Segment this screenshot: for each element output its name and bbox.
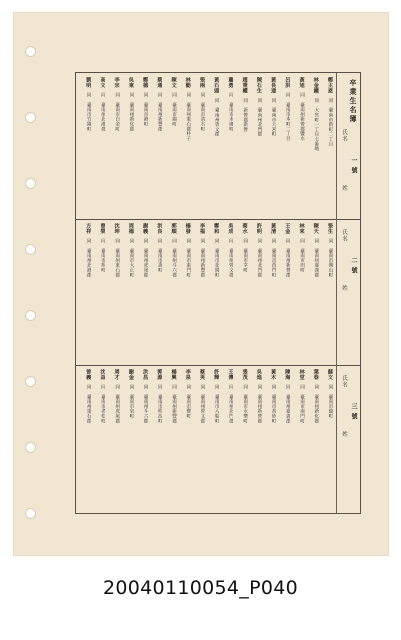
graduate-name: 沈益 [99,369,106,380]
register-frame [75,72,361,514]
graduate-address: 同 臺南州新豐郡 [199,233,205,278]
register-entry [194,223,205,361]
graduate-name: 曾榮 [99,223,106,234]
band-header [336,73,360,219]
binder-hole [25,508,36,519]
register-entry [208,77,219,215]
column-heading: 氏名 [341,129,347,142]
graduate-address: 同 臺南州新豐郡 [171,379,177,424]
column-heading: 氏名 [341,229,347,242]
register-entry [194,77,205,215]
header-separator [336,73,337,219]
graduate-name: 陳天 [312,223,319,234]
register-entry [94,369,105,509]
register-entry [222,77,233,215]
band-header [336,365,360,513]
graduate-name: 蔡水 [241,223,248,234]
graduate-address: 同 臺南市明治町 [157,379,163,424]
graduate-address: 同 臺南州虎尾郡 [143,233,149,278]
graduate-address: 同 臺南市末廣町 [228,87,234,132]
graduate-address: 同 臺南州曾文郡 [199,379,205,424]
graduate-name: 李福 [198,223,205,234]
graduate-address: 同 臺南州新豐郡 [157,87,163,132]
graduate-address: 同 臺南州嘉義郡 [285,379,291,424]
graduate-address: 同 臺南市花園町 [214,233,220,278]
register-entry [180,369,191,509]
graduate-name: 李泉 [184,369,191,380]
graduate-name: 劉明 [85,77,92,88]
register-entry [80,369,91,509]
binder-hole [25,442,36,453]
graduate-name: 曾義 [85,369,92,380]
graduate-address: 同 臺南州新營郡 [285,233,291,278]
graduate-name: 林勤 [184,77,191,88]
graduate-address: 同 臺南市大宮町 [271,93,277,137]
graduate-address: 同 臺南市永樂町 [242,379,248,424]
register-entry [123,77,134,215]
graduate-address: 同 臺南市東門町 [185,233,191,278]
binder-hole [25,46,36,57]
register-entry [108,77,119,215]
graduate-address: 同 臺南州嘉義郡 [313,233,319,278]
graduate-address: 同 臺南市清水町 [199,87,205,132]
binder-hole [25,376,36,387]
register-entry [151,77,162,215]
graduate-name: 洪昌 [142,369,149,380]
register-entry [123,223,134,361]
register-entry [94,223,105,361]
graduate-name: 黃石頭 [213,77,220,94]
band-header [336,219,360,365]
register-entry [123,369,134,509]
register-entry [236,77,247,215]
document-sheet [13,12,389,556]
band-divider [76,365,360,366]
graduate-address: 同 臺南市開山町 [327,233,333,278]
register-entry [251,223,262,361]
graduate-name: 李宗 [113,77,120,88]
register-entry [279,223,290,361]
graduate-address: 同 臺南州東石郡 [114,233,120,278]
graduate-address: 同 臺南州斗六郡 [143,379,149,424]
register-entry [222,369,233,509]
section-number: 三 號 [350,403,357,421]
binder-hole [25,112,36,123]
graduate-name: 吳東 [127,77,134,88]
register-entry [293,223,304,361]
graduate-name: 洪良 [156,223,163,234]
graduate-name: 鄭主恩 [326,77,333,94]
graduate-address: 同 臺南州北門郡 [228,379,234,424]
graduate-name: 謝義 [142,223,149,234]
binder-hole [25,178,36,189]
graduate-name: 楊興 [170,369,177,380]
page-identifier: 20040110054_P040 [103,577,298,599]
graduate-address: 同 臺南市田町 [299,233,305,273]
register-entry [137,223,148,361]
graduate-address: 同 大宮町一丁目七番地 [313,93,319,151]
graduate-name: 高文 [99,77,106,88]
register-entry [222,223,233,361]
register-entry [194,369,205,509]
graduate-address: 同 臺南州虎尾郡 [114,379,120,424]
graduate-name: 蘇文 [326,369,333,380]
graduate-name: 黃長達 [270,77,277,94]
graduate-name: 蕭勇 [227,77,234,88]
graduate-address: 同 臺南市南門町 [299,379,305,424]
graduate-address: 同 臺南市白金町 [114,87,120,132]
graduate-address: 同 臺南市港町 [143,87,149,127]
register-entry [293,77,304,215]
graduate-address: 同 臺南州東石郡 [86,379,92,424]
register-entry [137,369,148,509]
register-entry [322,223,333,361]
band-divider [76,219,360,220]
graduate-address: 同 臺南州北港郡 [86,233,92,278]
graduate-name: 鄭和 [213,223,220,234]
graduate-address: 同 新營郡新營 [242,93,248,132]
graduate-name: 王傳 [227,369,234,380]
graduate-name: 陳海 [284,369,291,380]
section-number: 一 號 [350,157,357,175]
graduate-address: 同 臺南州新營郡鹽水 [299,87,305,141]
graduate-name: 陳文 [170,77,177,88]
graduate-address: 同 臺南市錦町 [171,87,177,127]
register-entry [308,77,319,215]
graduate-name: 黃木 [270,369,277,380]
graduate-name: 黃旭 [298,77,305,88]
section-number: 二 號 [350,257,357,275]
register-entry [108,223,119,361]
column-heading: 姓 [341,431,347,438]
graduate-address: 同 臺南州斗六郡 [171,233,177,278]
graduate-address: 同 臺南市幸町 [242,233,248,273]
register-entry [165,77,176,215]
graduate-name: 周才 [113,369,120,380]
graduate-address: 同 臺南市大正町 [128,233,134,278]
graduate-name: 許明 [255,223,262,234]
binder-hole [25,244,36,255]
binder-hole [25,310,36,321]
graduate-address: 同 臺南市寶町 [185,379,191,419]
graduate-address: 同 臺南市新町二丁目 [327,93,333,147]
column-heading: 姓 [341,285,347,292]
graduate-name: 黃清 [270,223,277,234]
graduate-name: 蔡英 [198,369,205,380]
register-entry [165,369,176,509]
register-entry [180,77,191,215]
column-heading: 氏名 [341,375,347,388]
graduate-name: 趙秉權 [241,77,248,94]
graduate-address: 同 臺南市竹園町 [86,87,92,132]
register-entry [236,369,247,509]
graduate-name: 沈坤 [113,223,120,234]
graduate-name: 謝金 [127,369,134,380]
graduate-name: 郭源 [156,369,163,380]
register-entry [265,77,276,215]
graduate-address: 同 臺南州曾文郡 [228,233,234,278]
register-entry [180,223,191,361]
graduate-name: 許輝 [213,369,220,380]
graduate-name: 林來 [298,223,305,234]
register-entry [80,223,91,361]
register-entry [151,369,162,509]
graduate-name: 張生 [326,223,333,234]
register-entry [251,369,262,509]
register-entry [322,77,333,215]
graduate-address: 同 臺南市西門町 [271,233,277,278]
graduate-address: 同 臺南市本町二丁目 [285,87,291,141]
register-entry [322,369,333,509]
register-entry [94,77,105,215]
graduate-name: 王金 [284,223,291,234]
graduate-name: 葉春 [312,369,319,380]
graduate-address: 同 臺南州北港郡 [100,87,106,132]
register-entry [265,369,276,509]
register-entry [108,369,119,509]
graduate-address: 同 臺南州東石郡朴子 [185,87,191,141]
graduate-address: 同 臺南州北門郡 [256,233,262,278]
register-entry [165,223,176,361]
graduate-address: 同 臺南州曾文郡 [214,93,220,137]
header-separator [336,219,337,365]
register-entry [137,77,148,215]
graduate-address: 同 臺南市入船町 [214,379,220,424]
graduate-name: 陳石生 [255,77,262,94]
graduate-address: 同 臺南州新化郡 [313,379,319,424]
graduate-address: 同 臺南市高砂町 [271,379,277,424]
graduate-name: 張茂 [241,369,248,380]
graduate-address: 同 臺南市老松町 [100,379,106,424]
register-entry [208,223,219,361]
register-title: 卒業生名簿 [349,79,358,124]
graduate-name: 林金鐘 [312,77,319,94]
column-heading: 姓 [341,185,347,192]
graduate-name: 郭順 [170,223,177,234]
register-entry [279,369,290,509]
register-entry [308,369,319,509]
register-entry [151,223,162,361]
graduate-name: 張兩 [198,77,205,88]
graduate-address: 同 臺南州北門郡 [256,93,262,137]
register-entry [279,77,290,215]
graduate-name: 鄭德 [142,77,149,88]
register-entry [265,223,276,361]
register-entry [208,369,219,509]
graduate-name: 吳進 [255,369,262,380]
graduate-name: 呂洪 [284,77,291,88]
register-entry [308,223,319,361]
register-entry [293,369,304,509]
graduate-name: 蔡通 [156,77,163,88]
graduate-name: 周德 [127,223,134,234]
graduate-address: 同 臺南市綠町 [327,379,333,419]
graduate-name: 林堂 [298,369,305,380]
register-entry [251,77,262,215]
graduate-address: 同 臺南市壽町 [157,233,163,273]
graduate-address: 同 臺南市泉町 [128,379,134,419]
graduate-address: 同 臺南市旭町 [100,233,106,273]
graduate-address: 同 臺南州新營郡 [256,379,262,424]
header-separator [336,365,337,513]
graduate-address: 同 臺南州新化郡 [128,87,134,132]
register-entry [236,223,247,361]
graduate-name: 楊發 [184,223,191,234]
graduate-name: 吳成 [227,223,234,234]
register-entry [80,77,91,215]
graduate-name: 方祥 [85,223,92,234]
